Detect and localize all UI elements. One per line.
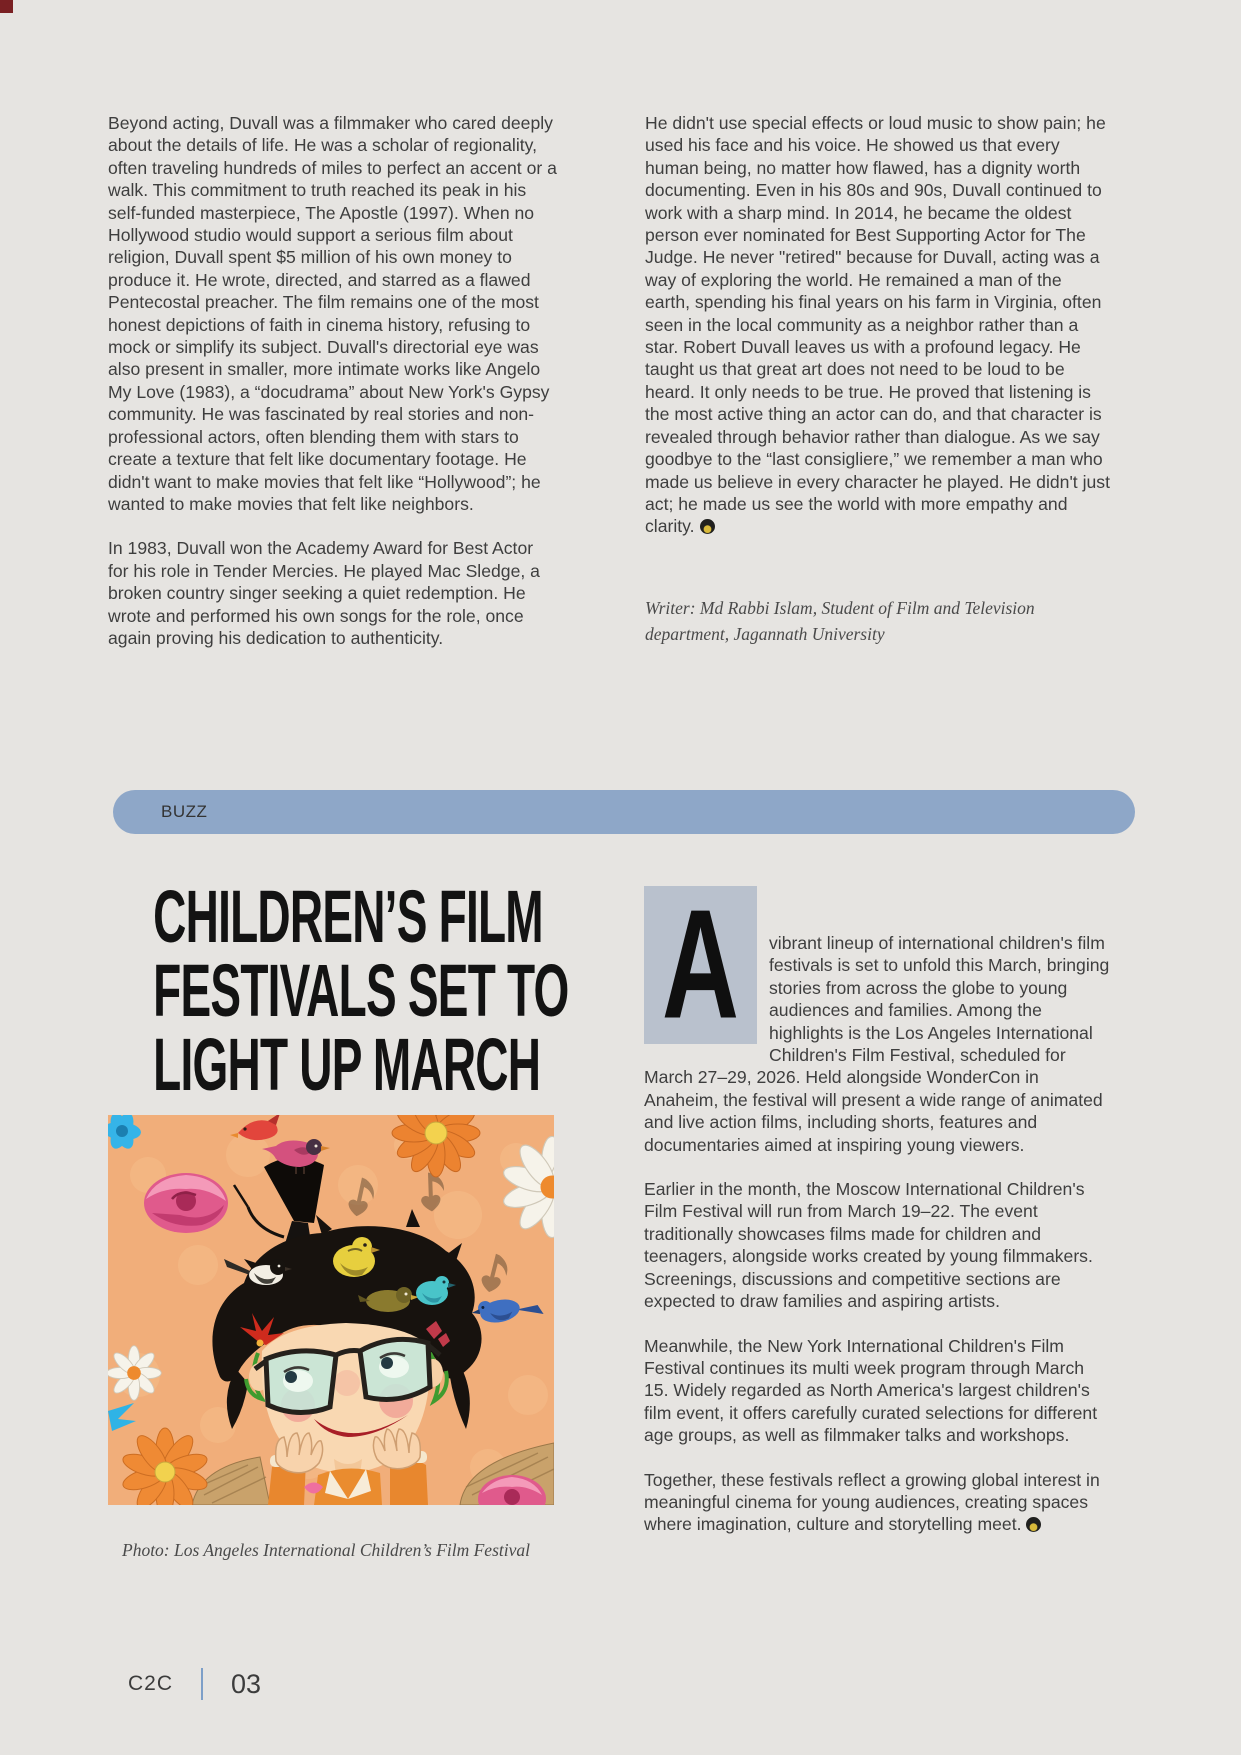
article-end-mark-icon bbox=[700, 519, 715, 534]
duvall-left-column bbox=[108, 112, 558, 649]
writer-credit: Writer: Md Rabbi Islam, Student of Film and Television department, Jagannath University bbox=[645, 598, 1035, 644]
footer-divider bbox=[201, 1668, 203, 1700]
buzz-banner-label: BUZZ bbox=[161, 802, 208, 821]
buzz-paragraph-text: vibrant lineup of international children's film festivals is set to unfold this March, bringing stories from across the globe to young audiences and families. Among the highlights is the Los Angeles International Children's Film Festival, scheduled for March 27–29, 2026. Held alongside WonderCon in Anaheim, the festival will present a wide range of animated and live action films, including shorts, features and documentaries aimed at inspiring young viewers. bbox=[644, 933, 1110, 1155]
buzz-article-column bbox=[644, 877, 1110, 1536]
buzz-paragraph bbox=[644, 877, 1110, 1156]
headline-line: LIGHT UP MARCH bbox=[153, 1023, 541, 1107]
footer-brand: C2C bbox=[128, 1672, 174, 1695]
drop-cap-box bbox=[644, 877, 757, 1052]
nose-blush bbox=[334, 1370, 360, 1396]
pink-rose bbox=[144, 1173, 228, 1233]
duvall-right-column bbox=[645, 112, 1111, 538]
duvall-paragraph: Beyond acting, Duvall was a filmmaker who cared deeply about the details of life. He was a scholar of regionality, often traveling hundreds of miles to perfect an accent or a walk. This commitment to truth reached its peak in his self-funded masterpiece, The Apostle (1997). When no Hollywood studio would support a serious film about religion, Duvall spent $5 million of his own money to produce it. He wrote, directed, and starred as a flawed Pentecostal preacher. The film remains one of the most honest depictions of faith in cinema history, refusing to mock or simplify its subject. Duvall's directorial eye was also present in smaller, more intimate works like Angelo My Love (1983), a “docudrama” about New York's Gypsy community. He was fascinated by real stories and non-professional actors, often blending them with stars to create a texture that felt like documentary footage. He didn't want to make movies that felt like “Hollywood”; he wanted to make movies that felt like neighbors. bbox=[108, 113, 557, 514]
page-footer bbox=[128, 1668, 261, 1700]
orange-shirt bbox=[314, 1468, 382, 1505]
festival-illustration bbox=[108, 1115, 554, 1505]
buzz-paragraph-text: Together, these festivals reflect a growing global interest in meaningful cinema for young audiences, creating spaces where imagination, culture and storytelling meet. bbox=[644, 1469, 1100, 1535]
duvall-paragraph bbox=[645, 112, 1111, 538]
duvall-paragraph: In 1983, Duvall won the Academy Award for Best Actor for his role in Tender Mercies. He played Mac Sledge, a broken country singer seeking a quiet redemption. He wrote and performed his own songs for the role, once again proving his dedication to authenticity. bbox=[108, 538, 540, 648]
buzz-headline bbox=[103, 875, 569, 1107]
drop-cap-letter: A bbox=[662, 877, 739, 1052]
buzz-paragraph: Earlier in the month, the Moscow International Children's Film Festival will run from March 19–22. The event traditionally showcases films made for children and teenagers, alongside works created by young filmmakers. Screenings, discussions and competitive sections are expected to draw families and aspiring artists. bbox=[644, 1179, 1093, 1312]
photo-caption: Photo: Los Angeles International Children’s Film Festival bbox=[122, 1540, 530, 1560]
footer-page-number: 03 bbox=[231, 1668, 262, 1699]
festival-illustration-art bbox=[108, 1115, 554, 1505]
headline-line: FESTIVALS SET TO bbox=[153, 949, 569, 1033]
duvall-paragraph-text: He didn't use special effects or loud music to show pain; he used his face and his voice. He showed us that every human being, no matter how flawed, has a dignity worth documenting. Even in his 80s and 90s, Duvall continued to work with a sharp mind. In 2014, he became the oldest person ever nominated for Best Supporting Actor for The Judge. He never "retired" because for Duvall, acting was a way of exploring the world. He remained a man of the earth, spending his final years on his farm in Virginia, often seen in the local community as a neighbor rather than a star. Robert Duvall leaves us with a profound legacy. He taught us that great art does not need to be loud to be heard. It only needs to be true. He proved that listening is the most active thing an actor can do, and that character is revealed through behavior rather than dialogue. As we say goodbye to the “last consigliere,” we remember a man who made us believe in every character he played. He didn't just act; he made us see the world with more empathy and clarity. bbox=[645, 113, 1110, 537]
buzz-banner bbox=[113, 790, 1135, 834]
page-corner-mark bbox=[0, 0, 13, 13]
buzz-paragraph: Meanwhile, the New York International Children's Film Festival continues its multi week program through March 15. Widely regarded as North America's largest children's film event, it offers carefully curated selections for different age groups, as well as filmmaker talks and workshops. bbox=[644, 1335, 1098, 1446]
article-end-mark-icon bbox=[1026, 1517, 1041, 1532]
buzz-paragraph bbox=[644, 1469, 1110, 1536]
white-daisy-small bbox=[108, 1346, 161, 1401]
headline-line: CHILDREN’S FILM bbox=[153, 875, 543, 959]
